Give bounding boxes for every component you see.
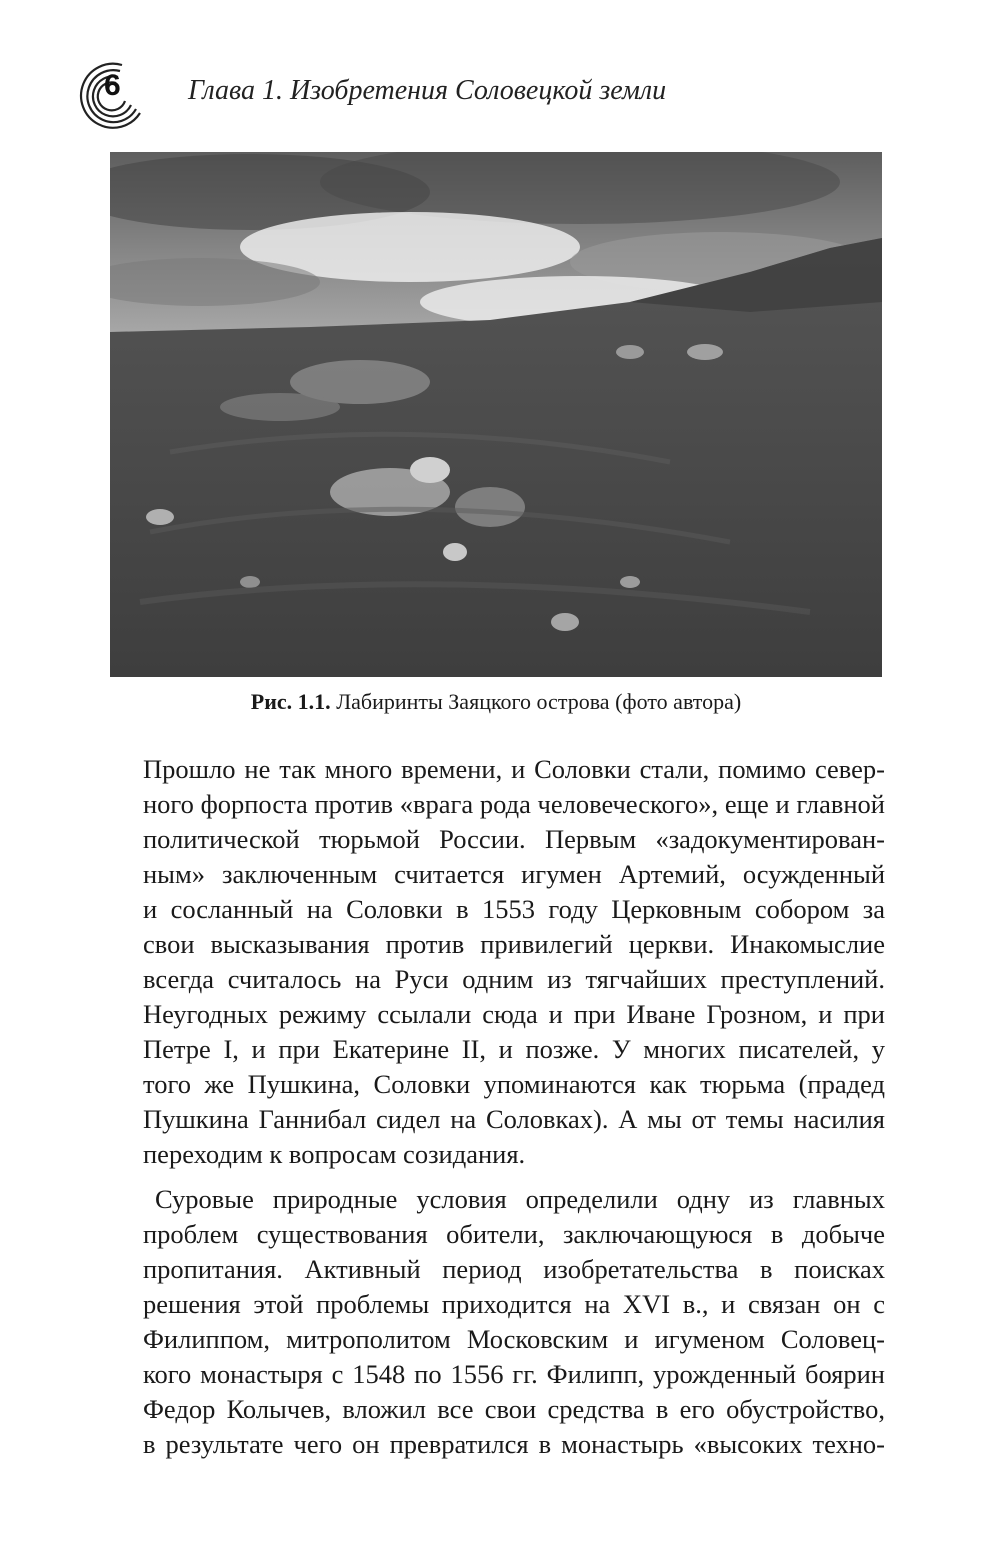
figure-caption-text: Лабиринты Заяцкого острова (фото автора) <box>330 689 742 714</box>
text-line: ного форпоста против «врага рода человеческого», еще и главной <box>143 789 885 819</box>
paragraph-2 <box>143 1182 885 1462</box>
text-line: Петре I, и при Екатерине II, и позже. У многих писателей, у <box>143 1034 885 1064</box>
text-line: политической тюрьмой России. Первым «задокументирован- <box>143 824 885 854</box>
text-line: Пушкина Ганнибал сидел на Соловках). А мы от темы насилия <box>143 1104 885 1134</box>
text-line: и сосланный на Соловки в 1553 году Церковным собором за <box>143 894 885 924</box>
text-line: свои высказывания против привилегий церкви. Инакомыслие <box>143 929 885 959</box>
text-line: ным» заключенным считается игумен Артемий, осужденный <box>143 859 885 889</box>
text-line: переходим к вопросам созидания. <box>143 1139 526 1169</box>
figure-label: Рис. 1.1. <box>250 689 331 714</box>
figure-photo <box>110 152 882 677</box>
paragraph-gap <box>143 1172 885 1182</box>
page-number-badge <box>70 55 150 135</box>
figure-caption <box>110 689 882 715</box>
paragraph-1 <box>143 752 885 1172</box>
text-line: Неугодных режиму ссылали сюда и при Иване Грозном, и при <box>143 999 885 1029</box>
text-line: проблем существования обители, заключающуюся в добыче <box>143 1219 885 1249</box>
text-line: Прошло не так много времени, и Соловки стали, помимо север- <box>143 754 885 784</box>
text-line: решения этой проблемы приходится на XVI в., и связан он с <box>143 1289 885 1319</box>
text-line: всегда считалось на Руси одним из тягчайших преступлений. <box>143 964 885 994</box>
page-number: 6 <box>104 69 121 102</box>
text-line: Суровые природные условия определили одну из главных <box>155 1184 885 1214</box>
text-line: Федор Колычев, вложил все свои средства в его обустройство, <box>143 1394 885 1424</box>
text-line: пропитания. Активный период изобретательства в поисках <box>143 1254 885 1284</box>
page-header <box>70 55 930 135</box>
text-line: в результате чего он превратился в монастырь «высоких техно- <box>143 1429 885 1459</box>
labyrinth-landscape-photo <box>110 152 882 677</box>
running-title: Глава 1. Изобретения Соловецкой земли <box>188 75 667 106</box>
text-line: того же Пушкина, Соловки упоминаются как тюрьма (прадед <box>143 1069 885 1099</box>
text-line: кого монастыря с 1548 по 1556 гг. Филипп, урожденный боярин <box>143 1359 885 1389</box>
text-line: Филиппом, митрополитом Московским и игуменом Соловец- <box>143 1324 885 1354</box>
body-text <box>143 752 885 1462</box>
